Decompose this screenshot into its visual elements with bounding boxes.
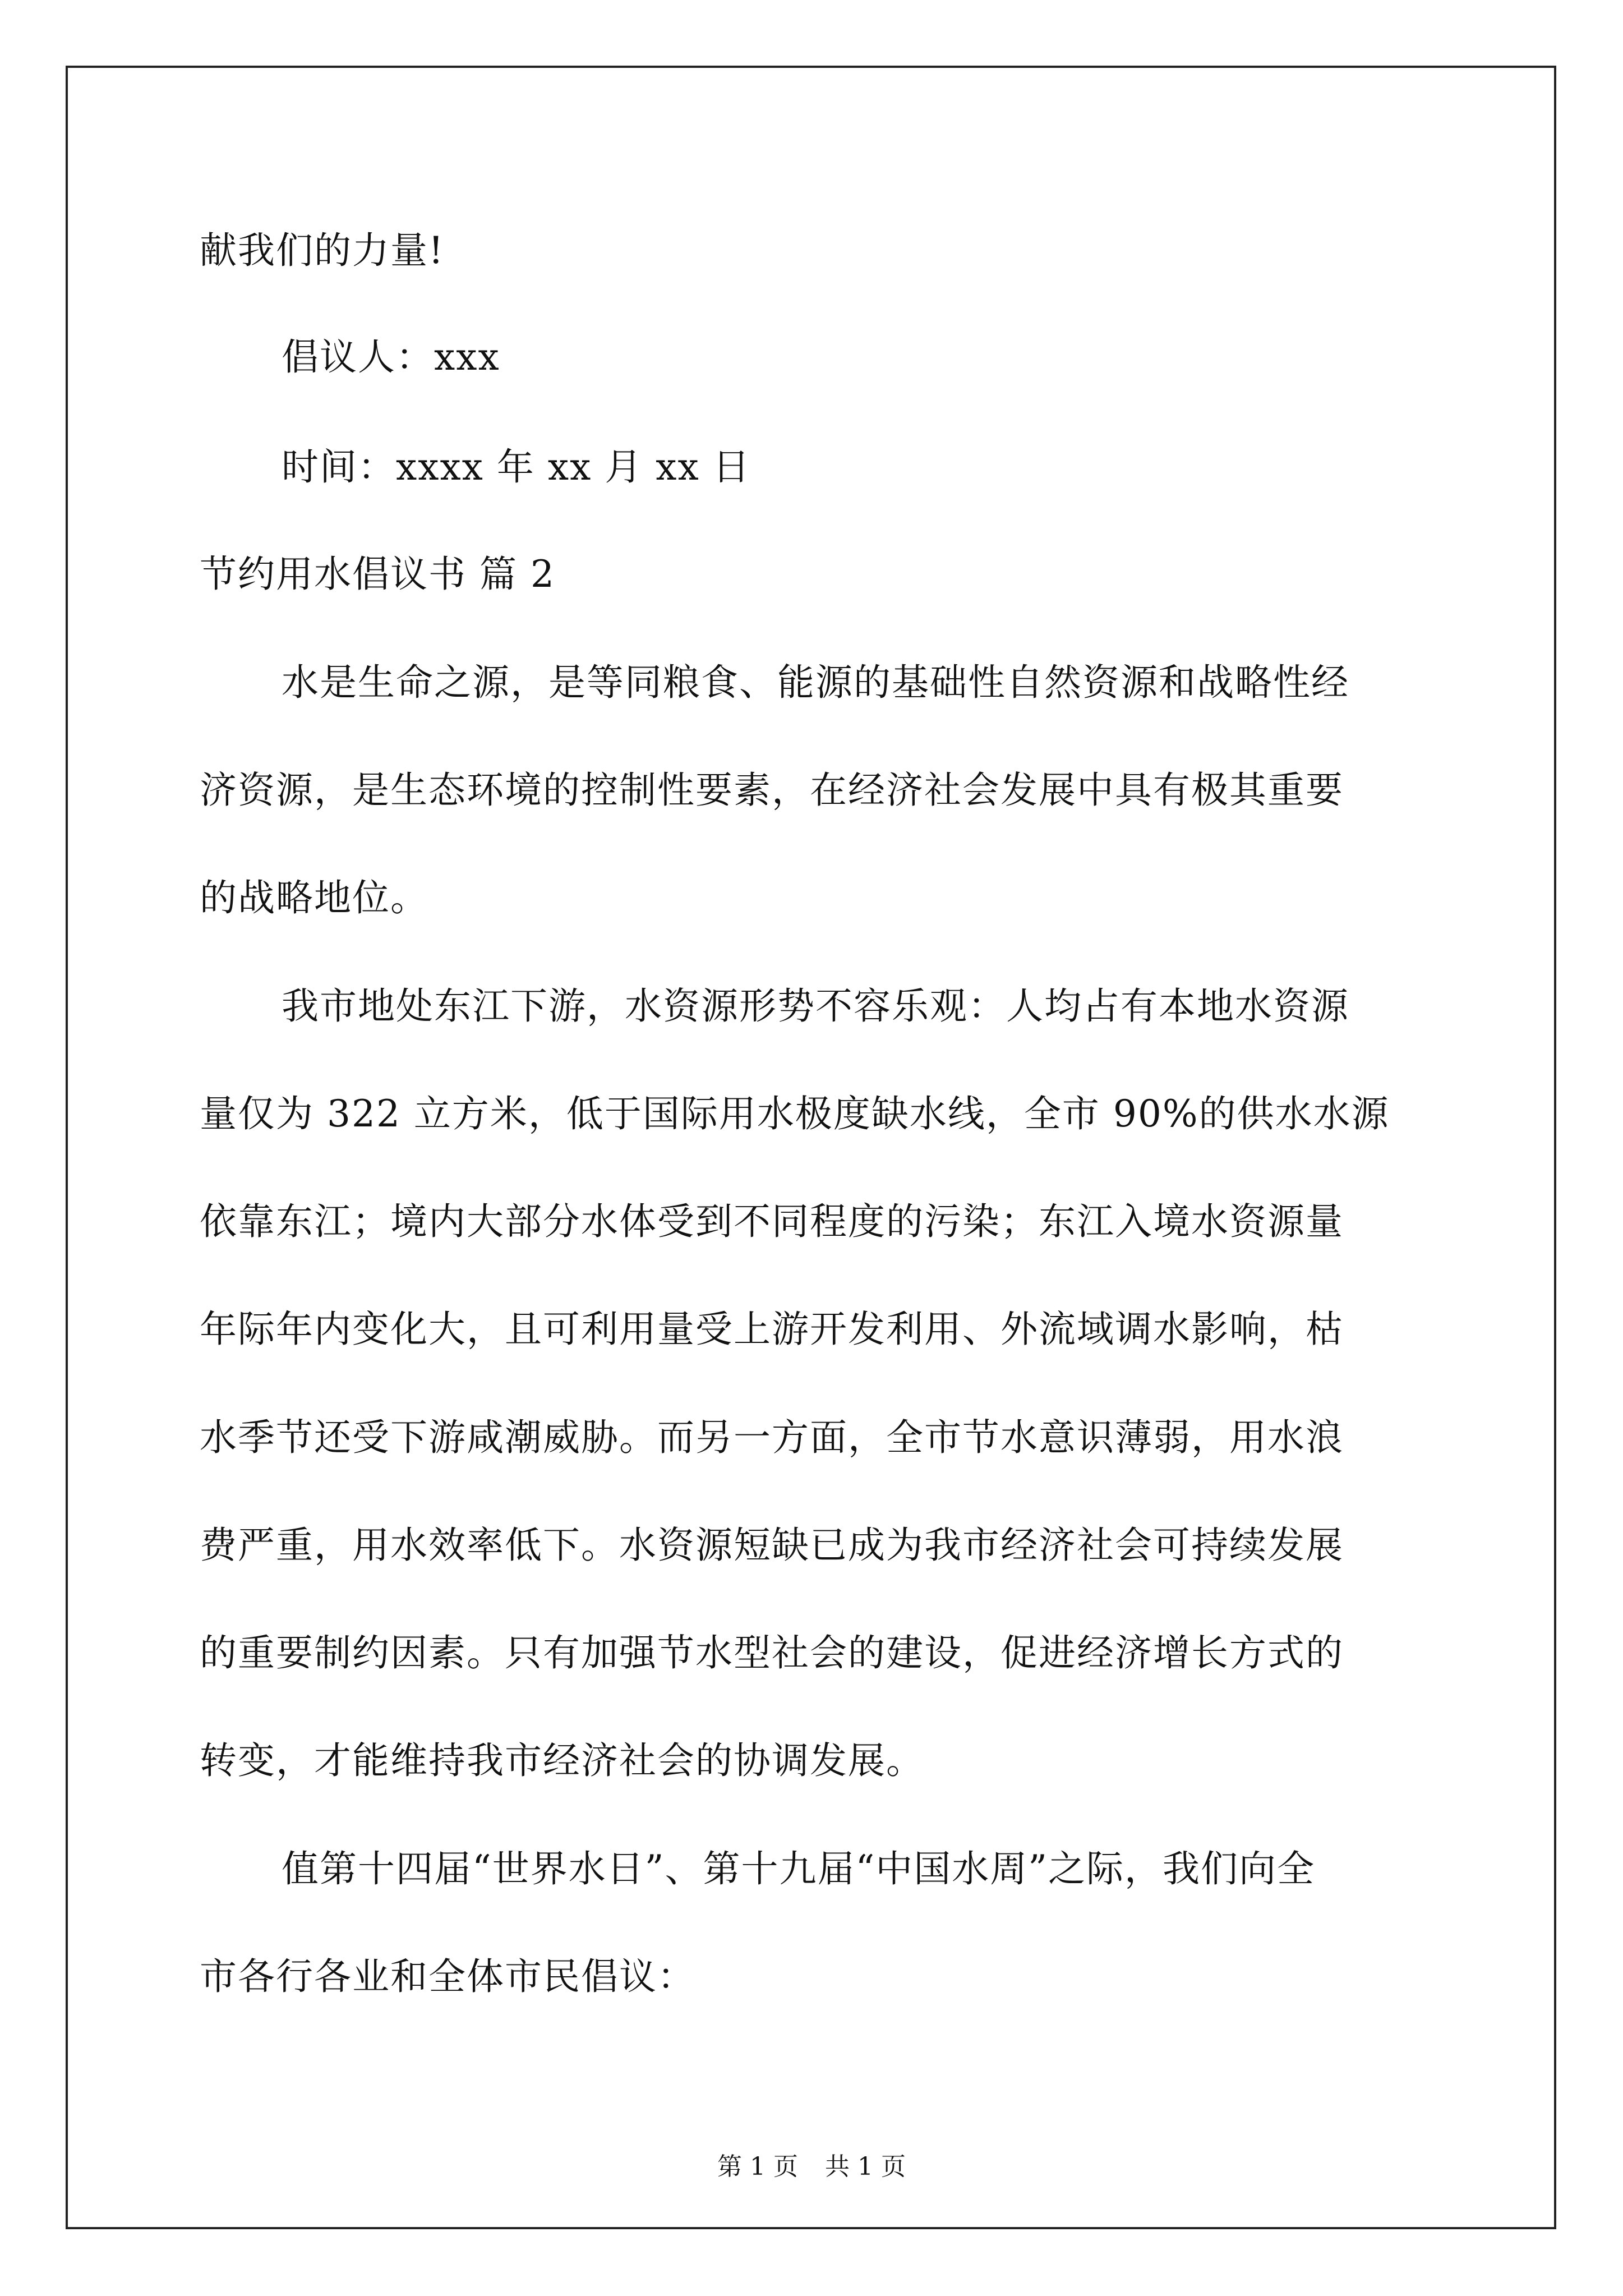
- page-frame: [66, 66, 1556, 2229]
- paragraph-1-line-2: 济资源，是生态环境的控制性要素，在经济社会发展中具有极其重要: [200, 769, 1344, 812]
- date-line: 时间：xxxx 年 xx 月 xx 日: [282, 445, 751, 489]
- paragraph-2-line-4: 年际年内变化大，且可利用量受上游开发利用、外流域调水影响，枯: [200, 1308, 1344, 1351]
- paragraph-2-line-5: 水季节还受下游咸潮威胁。而另一方面，全市节水意识薄弱，用水浪: [200, 1416, 1344, 1459]
- paragraph-2-line-2: 量仅为 322 立方米，低于国际用水极度缺水线，全市 90%的供水水源: [200, 1092, 1390, 1135]
- paragraph-3-line-2: 市各行各业和全体市民倡议：: [200, 1955, 695, 1998]
- section-heading: 节约用水倡议书 篇 2: [200, 553, 555, 596]
- paragraph-1-line-1: 水是生命之源，是等同粮食、能源的基础性自然资源和战略性经: [282, 661, 1349, 704]
- paragraph-2-line-8: 转变，才能维持我市经济社会的协调发展。: [200, 1739, 924, 1782]
- proposer-line: 倡议人：xxx: [282, 335, 500, 379]
- page-footer: [0, 2151, 1623, 2183]
- paragraph-1-line-3: 的战略地位。: [200, 876, 428, 919]
- page-number: 第 1 页: [717, 2152, 798, 2181]
- paragraph-2-line-7: 的重要制约因素。只有加强节水型社会的建设，促进经济增长方式的: [200, 1631, 1344, 1674]
- paragraph-2-line-1: 我市地处东江下游，水资源形势不容乐观：人均占有本地水资源: [282, 984, 1349, 1028]
- paragraph-2-line-6: 费严重，用水效率低下。水资源短缺已成为我市经济社会可持续发展: [200, 1524, 1344, 1567]
- paragraph-ending-line: 献我们的力量!: [200, 229, 445, 272]
- page-total: 共 1 页: [825, 2152, 906, 2181]
- paragraph-2-line-3: 依靠东江；境内大部分水体受到不同程度的污染；东江入境水资源量: [200, 1200, 1344, 1243]
- paragraph-3-line-1: 值第十四届“世界水日”、第十九届“中国水周”之际，我们向全: [282, 1847, 1315, 1890]
